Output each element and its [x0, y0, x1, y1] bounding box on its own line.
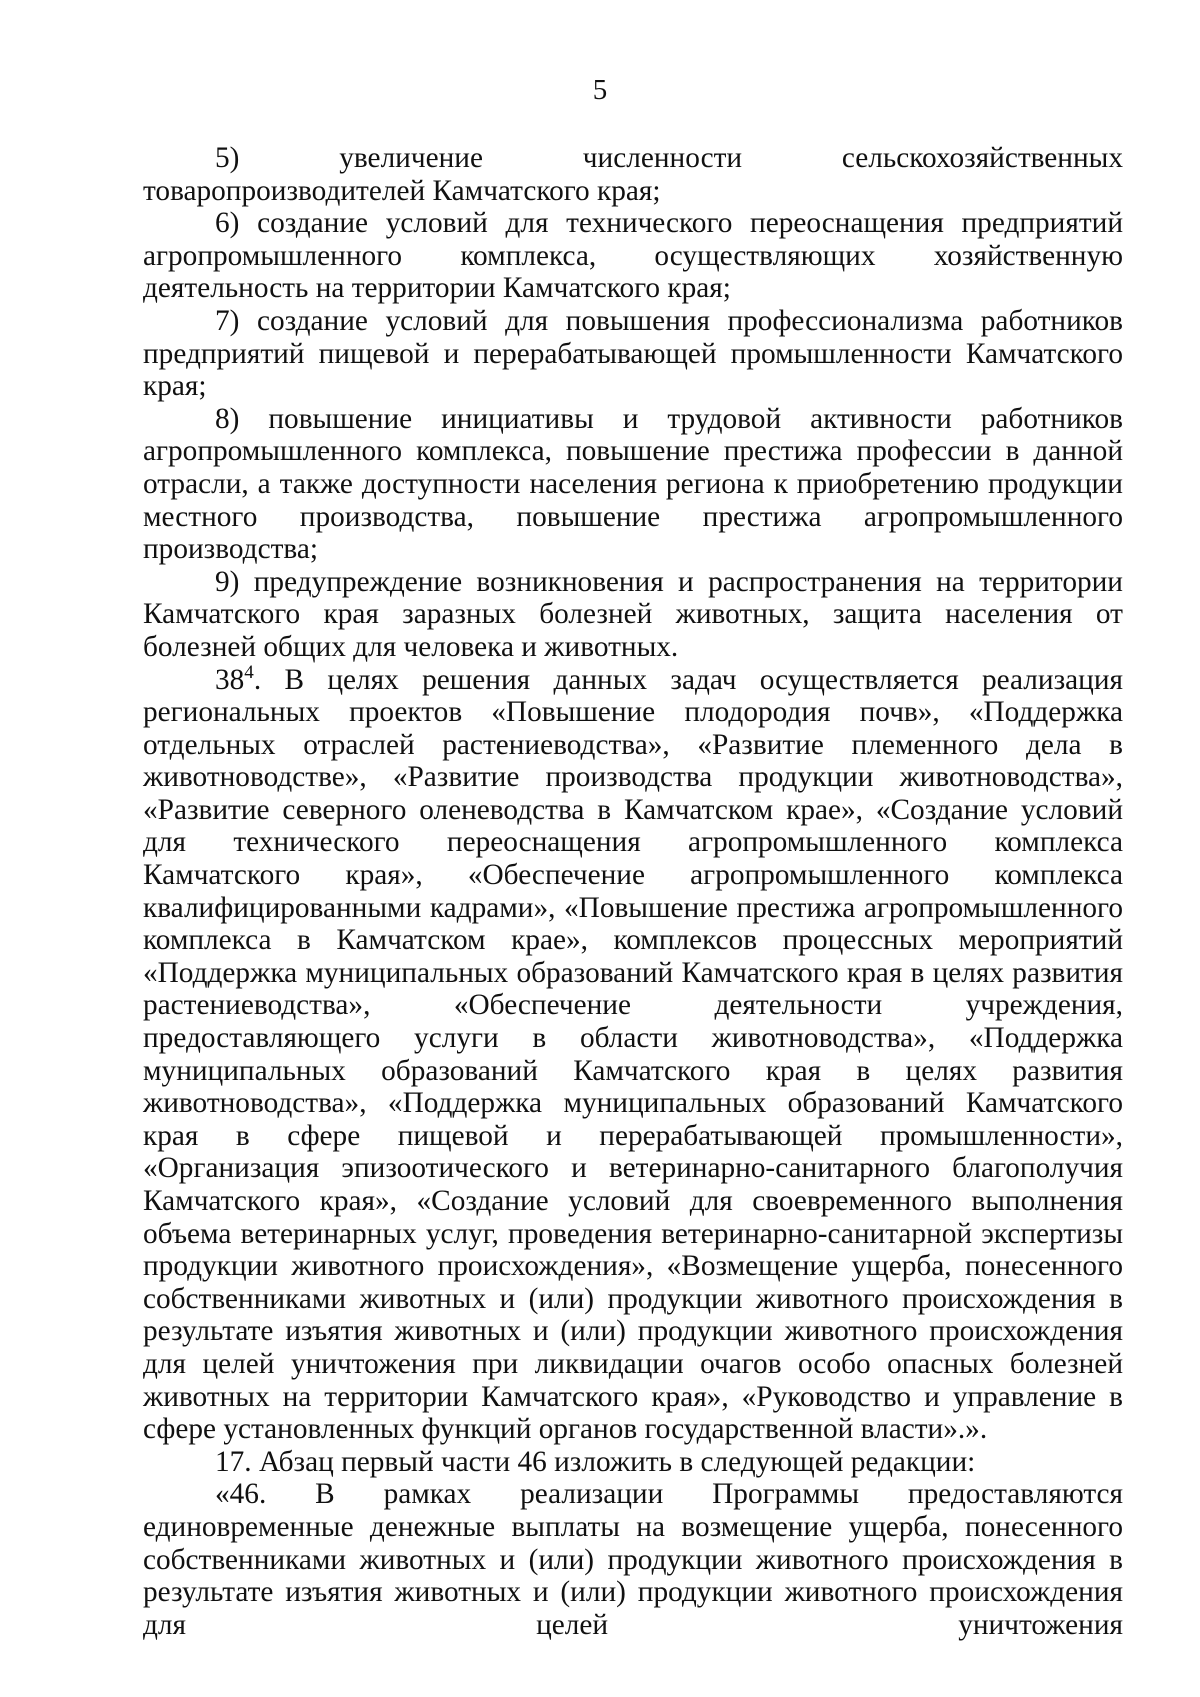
paragraph-item-9: 9) предупреждение возникновения и распространения на территории Камчатского края заразных болезней животных, защита населения от болезней общих для человека и животных.: [143, 565, 1123, 663]
paragraph-number-superscript: 4: [244, 661, 254, 683]
paragraph-38-4: [143, 661, 1123, 1446]
paragraph-text: . В целях решения данных задач осуществляется реализация региональных проектов «Повышение плодородия почв», «Поддержка отдельных отраслей растениеводства», «Развитие племенного дела в животноводстве», «Развитие производства продукции животноводства», «Развитие северного оленеводства в Камчатском крае», «Создание условий для технического переоснащения агропромышленного комплекса Камчатского края», «Обеспечение агропромышленного комплекса квалифицированными кадрами», «Повышение престижа агропромышленного комплекса в Камчатском крае», комплексов процессных мероприятий «Поддержка муниципальных образований Камчатского края в целях развития растениеводства», «Обеспечение деятельности учреждения, предоставляющего услуги в области животноводства», «Поддержка муниципальных образований Камчатского края в целях развития животноводства», «Поддержка муниципальных образований Камчатского края в сфере пищевой и перерабатывающей промышленности», «Организация эпизоотического и ветеринарно-санитарного благополучия Камчатского края», «Создание условий для своевременного выполнения объема ветеринарных услуг, проведения ветеринарно-санитарной экспертизы продукции животного происхождения», «Возмещение ущерба, понесенного собственниками животных и (или) продукции животного происхождения в результате изъятия животных и (или) продукции животного происхождения для целей уничтожения при ликвидации очагов особо опасных болезней животных на территории Камчатского края», «Руководство и управление в сфере установленных функций органов государственной власти».».: [143, 663, 1123, 1446]
document-body: [143, 142, 1123, 1641]
paragraph-item-7: 7) создание условий для повышения профессионализма работников предприятий пищевой и перерабатывающей промышленности Камчатского края;: [143, 304, 1123, 403]
paragraph-number: 38: [215, 663, 245, 696]
paragraph-46-quote: «46. В рамках реализации Программы предоставляются единовременные денежные выплаты на возмещение ущерба, понесенного собственниками животных и (или) продукции животного происхождения в результате изъятия животных и (или) продукции животного происхождения для целей уничтожения: [143, 1478, 1123, 1641]
page-number: 5: [592, 74, 608, 106]
paragraph-item-8: 8) повышение инициативы и трудовой активности работников агропромышленного комплекса, повышение престижа профессии в данной отрасли, а также доступности населения региона к приобретению продукции местного производства, повышение престижа агропромышленного производства;: [143, 402, 1123, 566]
paragraph-item-6: 6) создание условий для технического переоснащения предприятий агропромышленного комплекса, осуществляющих хозяйственную деятельность на территории Камчатского края;: [143, 207, 1123, 305]
paragraph-17: 17. Абзац первый части 46 изложить в следующей редакции:: [215, 1445, 976, 1478]
paragraph-item-5: 5) увеличение численности сельскохозяйственных товаропроизводителей Камчатского края;: [143, 142, 1123, 207]
